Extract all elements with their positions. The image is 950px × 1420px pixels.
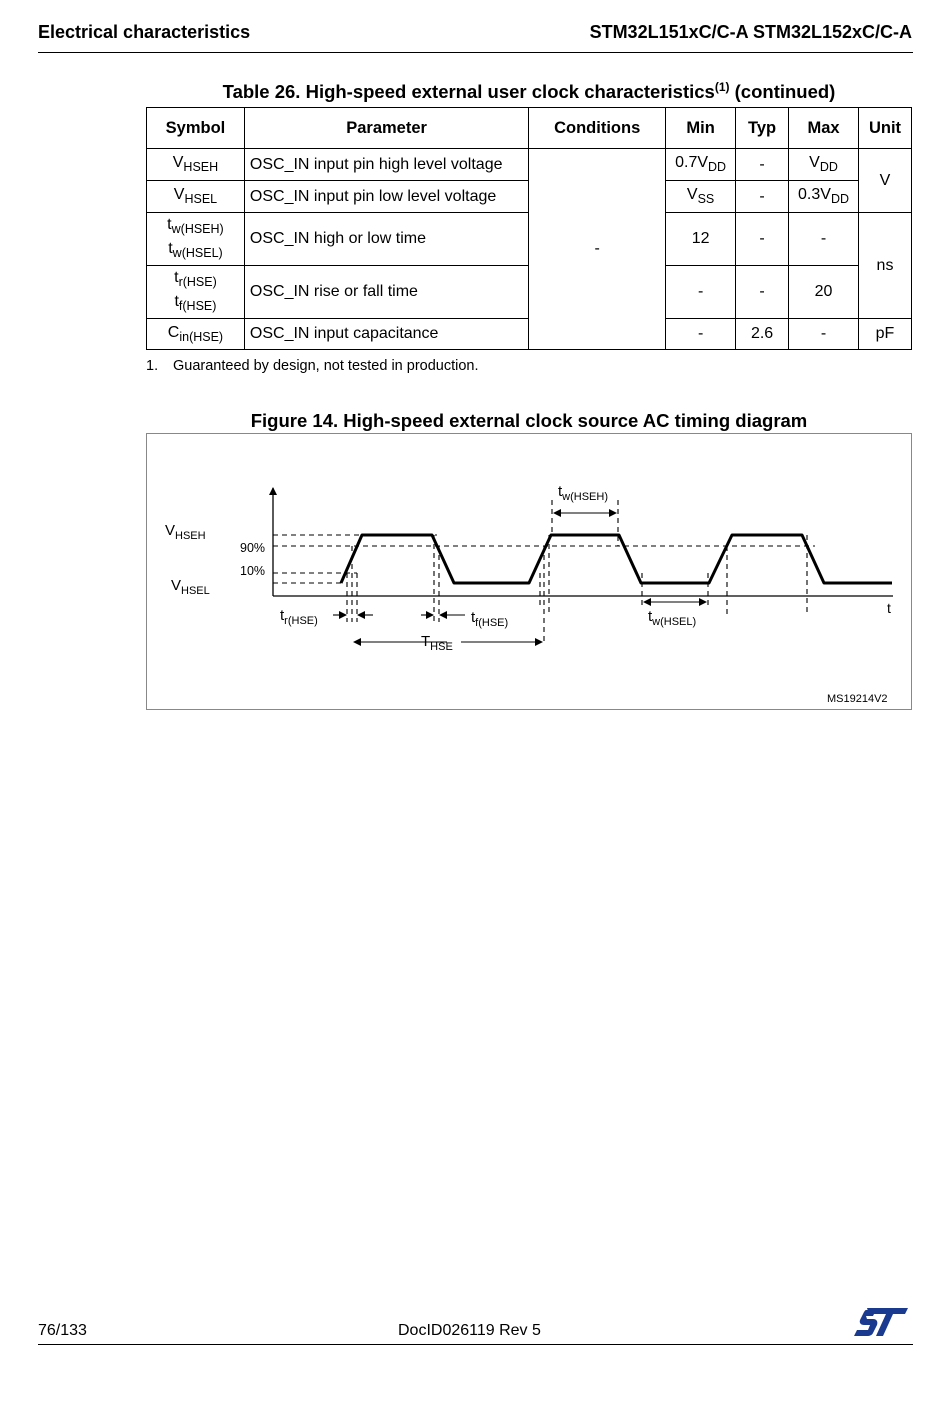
header-product: STM32L151xC/C-A STM32L152xC/C-A [589,22,912,42]
max-cell: - [789,213,859,266]
unit-cell: V [859,149,912,213]
label-tf-hse: $t_{f(HSE)}$ [471,609,509,629]
label-10-percent: 10% [240,564,266,578]
spec-table [146,107,912,350]
symbol-cell: $V_{HSEH}$ [147,149,245,181]
table-header-row [147,108,912,149]
typ-cell: - [736,213,789,266]
col-header: Typ [736,108,789,149]
label-time: t [887,600,891,616]
col-header: Unit [859,108,912,149]
st-logo [853,1306,909,1338]
col-header: Min [666,108,736,149]
document-id: DocID026119 Rev 5 [398,1322,541,1339]
min-cell: 12 [666,213,736,266]
clock-waveform [341,535,892,583]
col-header: Conditions [529,108,666,149]
symbol-cell: $V_{HSEL}$ [147,181,245,213]
min-cell: $V_{SS}$ [666,181,736,213]
page-number: 76/133 [38,1322,87,1339]
timing-diagram [147,434,913,711]
label-vhsel: $V_{HSEL}$ [171,577,210,597]
symbol-cell: $t_{w(HSEH)}$ $t_{w(HSEL)}$ [147,213,245,266]
typ-cell: - [736,266,789,319]
parameter-cell: OSC_IN rise or fall time [244,266,528,319]
typ-cell: - [736,149,789,181]
max-cell: - [789,319,859,350]
figure-title: Figure 14. High-speed external clock source AC timing diagram [250,410,808,431]
min-cell: - [666,319,736,350]
parameter-cell: OSC_IN input capacitance [244,319,528,350]
typ-cell: 2.6 [736,319,789,350]
col-header: Symbol [147,108,245,149]
label-vhseh: $V_{HSEH}$ [165,522,206,542]
table-row [147,149,912,181]
level-lines [273,500,815,644]
parameter-cell: OSC_IN input pin low level voltage [244,181,528,213]
col-header: Parameter [244,108,528,149]
timing-diagram-frame [146,433,912,710]
typ-cell: - [736,181,789,213]
min-cell: $0.7V_{DD}$ [666,149,736,181]
conditions-cell: - [529,149,666,350]
max-cell: $V_{DD}$ [789,149,859,181]
table-footnote: 1. Guaranteed by design, not tested in production. [146,358,479,374]
header-rule [38,52,913,53]
col-header: Max [789,108,859,149]
table-title: Table 26. High-speed external user clock characteristics$^{(1)}$ (continued) [222,80,836,103]
symbol-cell: $t_{r(HSE)}$ $t_{f(HSE)}$ [147,266,245,319]
parameter-cell: OSC_IN high or low time [244,213,528,266]
unit-cell: ns [859,213,912,319]
figure-reference: MS19214V2 [827,693,888,705]
symbol-cell: $C_{in(HSE)}$ [147,319,245,350]
label-thse: $T_{HSE}$ [421,633,453,653]
footer-rule [38,1344,913,1345]
label-tw-hsel: $t_{w(HSEL)}$ [648,608,697,628]
label-tr-hse: $t_{r(HSE)}$ [280,607,318,627]
unit-cell: pF [859,319,912,350]
max-cell: $0.3V_{DD}$ [789,181,859,213]
label-tw-hseh: $t_{w(HSEH)}$ [558,483,609,503]
label-90-percent: 90% [240,541,266,555]
max-cell: 20 [789,266,859,319]
parameter-cell: OSC_IN input pin high level voltage [244,149,528,181]
min-cell: - [666,266,736,319]
header-section: Electrical characteristics [38,22,251,42]
